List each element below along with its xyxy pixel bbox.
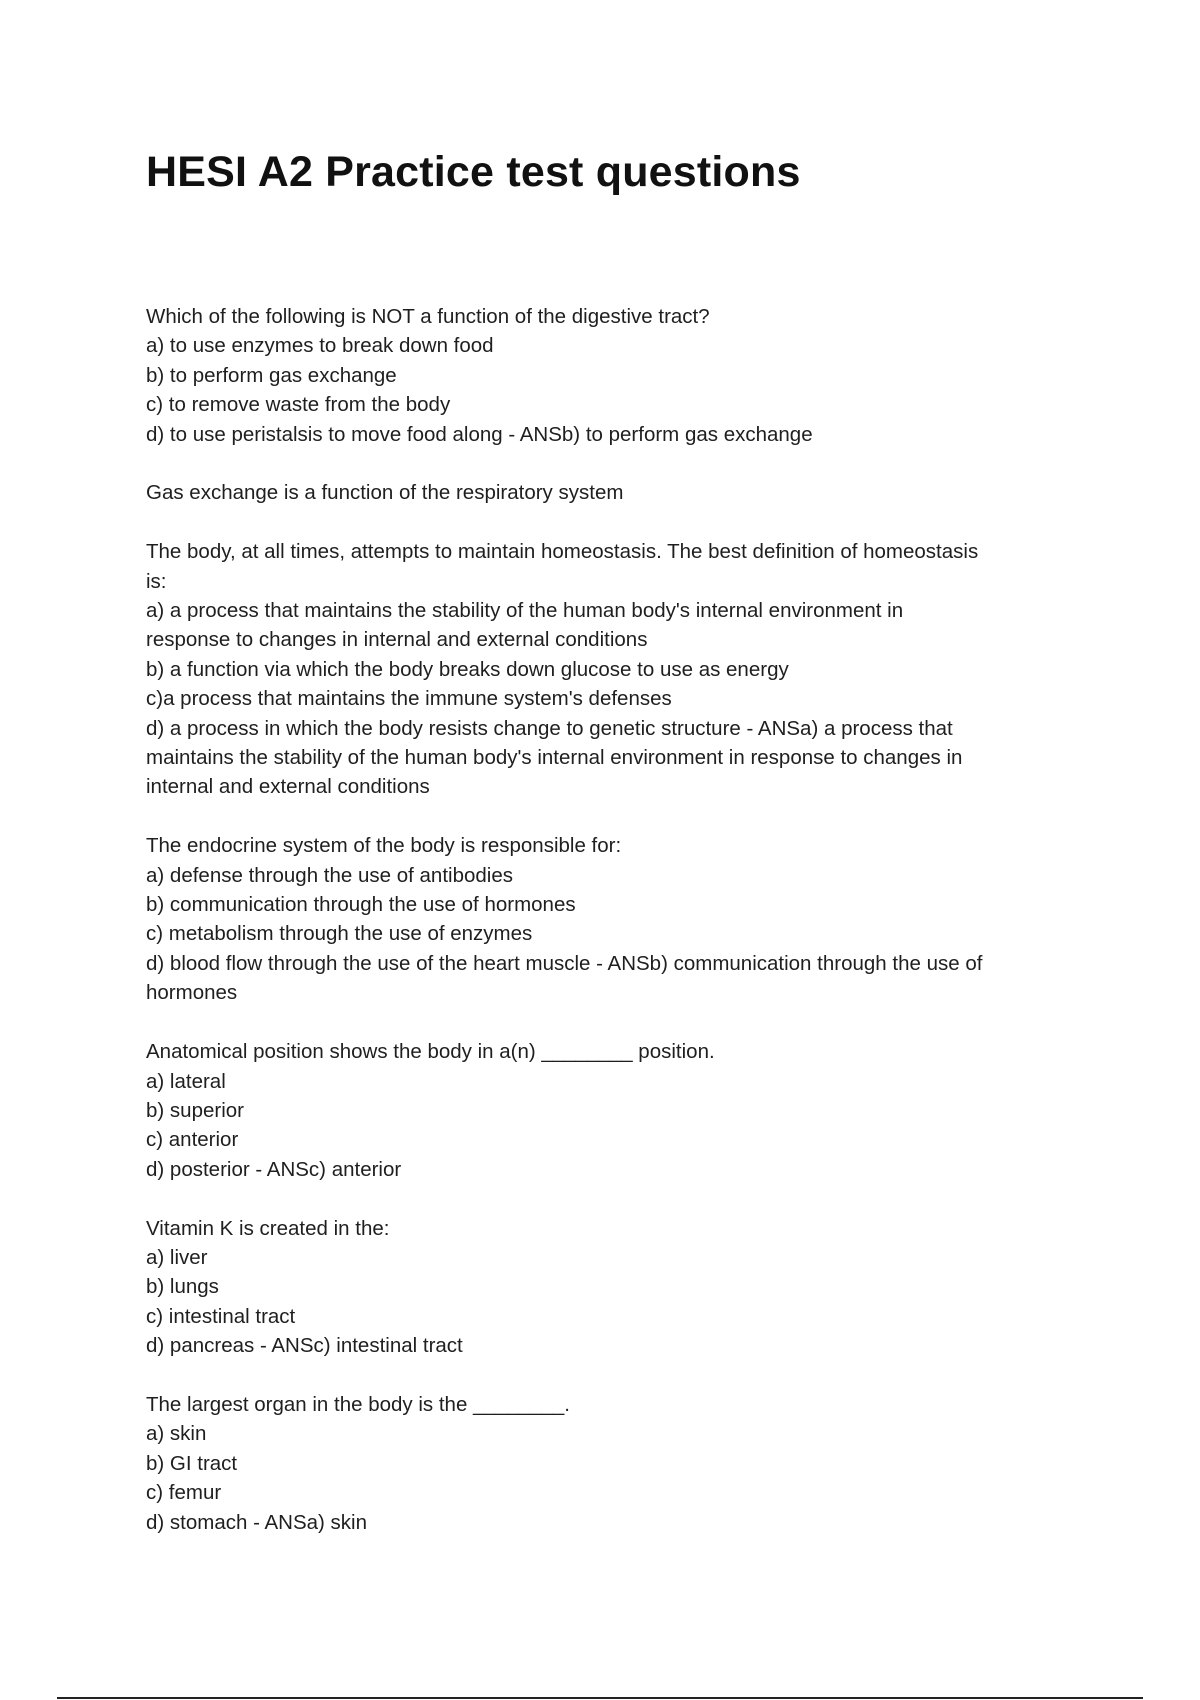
question-list — [146, 302, 1066, 1537]
answer-option: a) skin — [146, 1422, 207, 1446]
question-text: The body, at all times, attempts to maintain homeostasis. The best definition of homeostasis — [146, 540, 979, 564]
answer-option: c) anterior — [146, 1128, 239, 1152]
answer-option: a) liver — [146, 1245, 208, 1269]
question-block — [146, 831, 1066, 1007]
question-text: The endocrine system of the body is responsible for: — [146, 834, 622, 858]
answer-option: b) communication through the use of hormones — [146, 893, 576, 917]
page-title: HESI A2 Practice test questions — [146, 148, 801, 196]
question-text: Which of the following is NOT a function of the digestive tract? — [146, 305, 710, 328]
block-spacer — [146, 1008, 1066, 1037]
answer-option: d) stomach - ANSa) skin — [146, 1510, 368, 1534]
question-text: Anatomical position shows the body in a(n) ________ position. — [146, 1040, 715, 1064]
block-spacer — [146, 1361, 1066, 1390]
answer-option: b) to perform gas exchange — [146, 363, 397, 387]
answer-option: b) lungs — [146, 1275, 219, 1299]
answer-option: c) intestinal tract — [146, 1304, 296, 1328]
block-spacer — [146, 508, 1066, 537]
block-spacer — [146, 1184, 1066, 1213]
answer-option: maintains the stability of the human body's internal environment in response to changes in — [146, 746, 963, 770]
answer-option: c) to remove waste from the body — [146, 393, 451, 417]
answer-option: a) a process that maintains the stability of the human body's internal environment in — [146, 599, 904, 623]
question-block — [146, 302, 1066, 449]
question-text: The largest organ in the body is the ________. — [146, 1392, 570, 1416]
answer-option: d) blood flow through the use of the heart muscle - ANSb) communication through the use of — [146, 951, 983, 975]
answer-option: a) lateral — [146, 1069, 226, 1093]
question-block — [146, 537, 1066, 802]
question-text: is: — [146, 569, 167, 593]
footer-divider — [57, 1697, 1143, 1699]
answer-option: b) a function via which the body breaks down glucose to use as energy — [146, 657, 789, 681]
answer-option: b) superior — [146, 1098, 244, 1122]
question-block — [146, 1214, 1066, 1361]
explanation-block — [146, 478, 1066, 507]
answer-option: a) to use enzymes to break down food — [146, 334, 494, 358]
explanation-text: Gas exchange is a function of the respiratory system — [146, 481, 624, 505]
question-block — [146, 1037, 1066, 1184]
question-text: Vitamin K is created in the: — [146, 1216, 390, 1240]
block-spacer — [146, 802, 1066, 831]
answer-option: c) metabolism through the use of enzymes — [146, 922, 533, 946]
answer-option: a) defense through the use of antibodies — [146, 863, 513, 887]
answer-option: d) posterior - ANSc) anterior — [146, 1157, 402, 1181]
answer-option: d) a process in which the body resists change to genetic structure - ANSa) a process that — [146, 716, 953, 740]
answer-option: d) pancreas - ANSc) intestinal tract — [146, 1334, 463, 1358]
block-spacer — [146, 449, 1066, 478]
answer-option: c)a process that maintains the immune system's defenses — [146, 687, 672, 711]
answer-option: internal and external conditions — [146, 775, 430, 799]
answer-option: d) to use peristalsis to move food along - ANSb) to perform gas exchange — [146, 422, 813, 446]
answer-option: response to changes in internal and external conditions — [146, 628, 648, 652]
answer-option: c) femur — [146, 1481, 222, 1505]
question-block — [146, 1390, 1066, 1537]
answer-option: hormones — [146, 981, 238, 1005]
answer-option: b) GI tract — [146, 1451, 238, 1475]
